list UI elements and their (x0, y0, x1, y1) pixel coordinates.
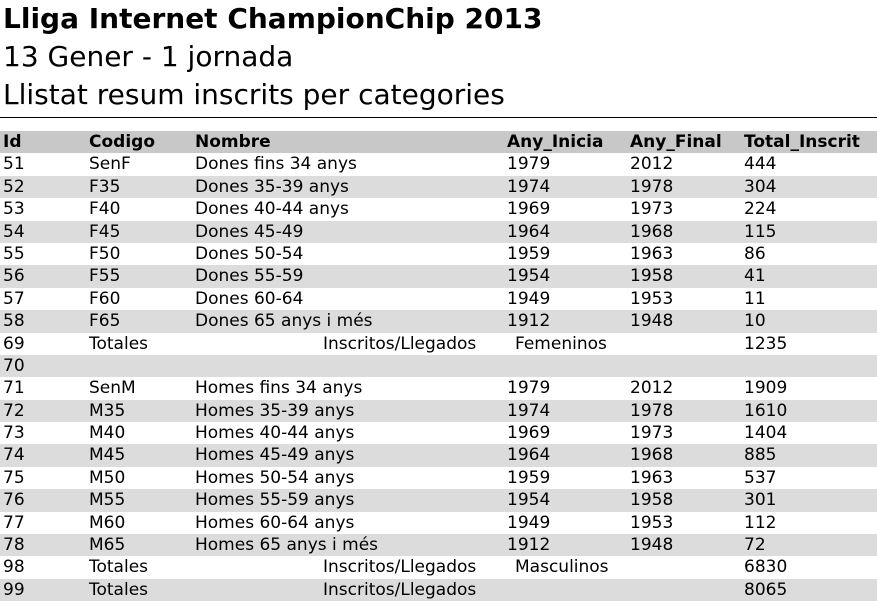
row-nombre: Dones 60-64 (195, 288, 304, 309)
table-row (0, 221, 877, 243)
row-total-inscrit: 115 (744, 221, 777, 242)
table-row (0, 310, 877, 332)
event-date-subtitle: 13 Gener - 1 jornada (3, 40, 294, 73)
row-any-inicia: 1974 (507, 176, 551, 197)
row-id: 71 (3, 378, 25, 399)
row-codigo: F40 (89, 199, 121, 220)
row-any-final: 1968 (630, 445, 674, 466)
row-total-inscrit: 86 (744, 243, 766, 264)
table-header-row (0, 131, 877, 153)
row-id: 70 (3, 355, 25, 376)
page-title: Lliga Internet ChampionChip 2013 (3, 2, 543, 35)
column-header-id: Id (3, 132, 22, 152)
row-nombre: Homes 35-39 anys (195, 400, 355, 421)
table-row (0, 489, 877, 511)
row-codigo: F45 (89, 221, 121, 242)
row-codigo: M50 (89, 467, 126, 488)
row-any-inicia: 1959 (507, 243, 551, 264)
row-id: 58 (3, 311, 25, 332)
row-nombre: Dones 55-59 (195, 266, 304, 287)
table-row (0, 534, 877, 556)
row-total-inscrit: 1404 (744, 423, 788, 444)
column-header-any-final: Any_Final (630, 132, 722, 152)
totals-label: Inscritos/Llegados (323, 333, 477, 354)
row-codigo: F65 (89, 311, 121, 332)
row-any-final: 1978 (630, 400, 674, 421)
row-any-inicia: 1954 (507, 490, 551, 511)
row-codigo: M60 (89, 512, 126, 533)
row-any-final: 1953 (630, 288, 674, 309)
row-codigo: F35 (89, 176, 121, 197)
table-row (0, 153, 877, 175)
row-any-inicia: 1979 (507, 154, 551, 175)
table-row (0, 444, 877, 466)
row-any-inicia: 1974 (507, 400, 551, 421)
row-nombre: Dones fins 34 anys (195, 154, 357, 175)
row-any-inicia: 1964 (507, 221, 551, 242)
table-row (0, 377, 877, 399)
row-any-inicia: 1912 (507, 535, 551, 556)
table-row (0, 422, 877, 444)
row-total-inscrit: 537 (744, 467, 777, 488)
totals-label: Inscritos/Llegados (323, 557, 477, 578)
row-total-inscrit: 6830 (744, 557, 788, 578)
row-id: 75 (3, 467, 25, 488)
row-codigo: Totales (89, 557, 149, 578)
row-any-inicia: 1949 (507, 288, 551, 309)
row-nombre: Homes 40-44 anys (195, 423, 355, 444)
row-total-inscrit: 1909 (744, 378, 788, 399)
row-codigo: M45 (89, 445, 126, 466)
row-any-inicia: 1964 (507, 445, 551, 466)
table-row (0, 288, 877, 310)
row-codigo: F60 (89, 288, 121, 309)
row-id: 77 (3, 512, 25, 533)
row-codigo: M65 (89, 535, 126, 556)
totals-row (0, 333, 877, 355)
row-id: 51 (3, 154, 25, 175)
row-any-inicia: 1959 (507, 467, 551, 488)
row-nombre: Dones 65 anys i més (195, 311, 373, 332)
row-codigo: M40 (89, 423, 126, 444)
row-nombre: Homes 50-54 anys (195, 467, 355, 488)
row-any-inicia: 1949 (507, 512, 551, 533)
row-any-final: 1978 (630, 176, 674, 197)
row-id: 76 (3, 490, 25, 511)
row-any-final: 1948 (630, 535, 674, 556)
table-row (0, 512, 877, 534)
row-total-inscrit: 1235 (744, 333, 788, 354)
row-total-inscrit: 10 (744, 311, 766, 332)
row-id: 54 (3, 221, 25, 242)
row-id: 52 (3, 176, 25, 197)
row-id: 78 (3, 535, 25, 556)
row-id: 56 (3, 266, 25, 287)
table-row (0, 198, 877, 220)
totals-row (0, 556, 877, 578)
row-id: 55 (3, 243, 25, 264)
row-total-inscrit: 112 (744, 512, 777, 533)
table-row (0, 176, 877, 198)
column-header-total-inscrit: Total_Inscrit (744, 132, 860, 152)
report-subtitle: Llistat resum inscrits per categories (3, 78, 505, 111)
row-total-inscrit: 1610 (744, 400, 788, 421)
row-id: 57 (3, 288, 25, 309)
row-id: 69 (3, 333, 25, 354)
column-header-codigo: Codigo (89, 132, 155, 152)
row-any-inicia: 1954 (507, 266, 551, 287)
row-any-final: 1963 (630, 467, 674, 488)
row-codigo: M35 (89, 400, 126, 421)
row-id: 74 (3, 445, 25, 466)
row-any-final: 1958 (630, 490, 674, 511)
table-row (0, 400, 877, 422)
column-header-nombre: Nombre (195, 132, 271, 152)
row-id: 98 (3, 557, 25, 578)
row-total-inscrit: 72 (744, 535, 766, 556)
categories-table (0, 131, 877, 601)
table-row (0, 467, 877, 489)
row-any-final: 1973 (630, 423, 674, 444)
table-body (0, 153, 877, 601)
row-codigo: F55 (89, 266, 121, 287)
row-codigo: Totales (89, 579, 149, 600)
totals-category: Femeninos (515, 333, 607, 354)
row-any-inicia: 1969 (507, 423, 551, 444)
table-row (0, 243, 877, 265)
totals-row (0, 579, 877, 601)
row-codigo: SenM (89, 378, 136, 399)
row-any-final: 2012 (630, 154, 674, 175)
row-any-inicia: 1979 (507, 378, 551, 399)
row-total-inscrit: 885 (744, 445, 777, 466)
row-nombre: Dones 45-49 (195, 221, 304, 242)
row-id: 72 (3, 400, 25, 421)
totals-label: Inscritos/Llegados (323, 579, 477, 600)
row-id: 99 (3, 579, 25, 600)
row-total-inscrit: 11 (744, 288, 766, 309)
row-nombre: Homes fins 34 anys (195, 378, 363, 399)
row-nombre: Dones 35-39 anys (195, 176, 349, 197)
row-total-inscrit: 8065 (744, 579, 788, 600)
row-total-inscrit: 224 (744, 199, 777, 220)
row-any-final: 1963 (630, 243, 674, 264)
row-nombre: Homes 55-59 anys (195, 490, 355, 511)
header-divider (0, 117, 877, 118)
row-total-inscrit: 304 (744, 176, 777, 197)
row-any-final: 2012 (630, 378, 674, 399)
totals-category: Masculinos (515, 557, 609, 578)
row-any-inicia: 1912 (507, 311, 551, 332)
row-codigo: Totales (89, 333, 149, 354)
table-row (0, 265, 877, 287)
row-total-inscrit: 301 (744, 490, 777, 511)
empty-row (0, 355, 877, 377)
row-nombre: Homes 60-64 anys (195, 512, 355, 533)
row-any-final: 1948 (630, 311, 674, 332)
column-header-any-inicia: Any_Inicia (507, 132, 604, 152)
row-nombre: Homes 45-49 anys (195, 445, 355, 466)
row-any-final: 1958 (630, 266, 674, 287)
row-id: 73 (3, 423, 25, 444)
row-total-inscrit: 444 (744, 154, 777, 175)
row-id: 53 (3, 199, 25, 220)
row-nombre: Dones 40-44 anys (195, 199, 349, 220)
row-any-inicia: 1969 (507, 199, 551, 220)
row-any-final: 1953 (630, 512, 674, 533)
row-any-final: 1973 (630, 199, 674, 220)
row-codigo: F50 (89, 243, 121, 264)
row-codigo: SenF (89, 154, 131, 175)
row-codigo: M55 (89, 490, 126, 511)
row-nombre: Dones 50-54 (195, 243, 304, 264)
row-total-inscrit: 41 (744, 266, 766, 287)
row-nombre: Homes 65 anys i més (195, 535, 379, 556)
row-any-final: 1968 (630, 221, 674, 242)
